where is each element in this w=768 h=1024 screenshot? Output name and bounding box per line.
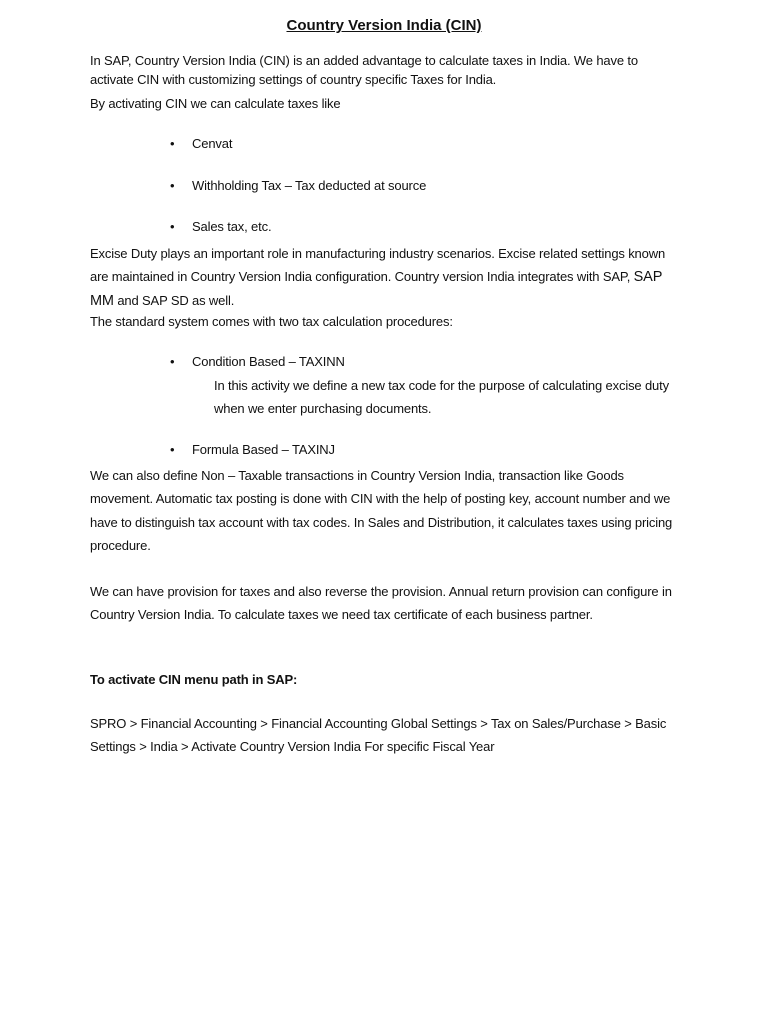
standard-system-paragraph: The standard system comes with two tax calculation procedures: bbox=[90, 314, 453, 329]
bullet-icon: • bbox=[170, 442, 175, 457]
bullet-icon: • bbox=[170, 219, 175, 234]
list-item-label: Withholding Tax – Tax deducted at source bbox=[192, 178, 427, 193]
sap-mm-text: SAP MM bbox=[90, 269, 662, 309]
list-item-sales-tax bbox=[170, 217, 662, 236]
excise-paragraph bbox=[90, 242, 680, 313]
bullet-icon: • bbox=[170, 178, 175, 193]
intro-paragraph: In SAP, Country Version India (CIN) is an added advantage to calculate taxes in India. We have to activate CIN with customizing settings of country specific Taxes for India. bbox=[90, 53, 638, 87]
list-item-withholding-tax bbox=[170, 176, 662, 195]
excise-text-end: and SAP SD as well. bbox=[113, 293, 235, 308]
list-item-label: Formula Based – TAXINJ bbox=[192, 442, 335, 457]
list-item-label: Cenvat bbox=[192, 136, 233, 151]
non-taxable-paragraph: We can also define Non – Taxable transactions in Country Version India, transaction like Goods movement. Automatic tax posting is done with CIN with the help of posting key, account number and we have to distinguish tax account with tax codes. In Sales and Distribution, it calculates taxes using pricing procedure. bbox=[90, 468, 673, 553]
list-item-formula-based bbox=[170, 440, 662, 459]
list-item-label: Condition Based – TAXINN bbox=[192, 354, 345, 369]
menu-path-text: SPRO > Financial Accounting > Financial Accounting Global Settings > Tax on Sales/Purchase > Basic Settings > India > Activate Country Version India For specific Fiscal Year bbox=[90, 716, 667, 755]
excise-text-start: Excise Duty plays an important role in manufacturing industry scenarios. Excise related settings known are maintained in Country Version India configuration. Country version India integrates with SAP, bbox=[90, 246, 666, 284]
condition-based-detail: In this activity we define a new tax code for the purpose of calculating excise duty when we enter purchasing documents. bbox=[214, 378, 669, 417]
menu-path-heading: To activate CIN menu path in SAP: bbox=[90, 672, 298, 687]
provision-paragraph: We can have provision for taxes and also reverse the provision. Annual return provision can configure in Country Version India. To calculate taxes we need tax certificate of each business partner. bbox=[90, 584, 672, 623]
list-item-condition-based bbox=[170, 352, 662, 371]
document-title: Country Version India (CIN) bbox=[286, 17, 482, 34]
list-item-cenvat bbox=[170, 134, 662, 153]
list-item-label: Sales tax, etc. bbox=[192, 219, 272, 234]
bullet-icon: • bbox=[170, 136, 175, 151]
bullet-icon: • bbox=[170, 354, 175, 369]
activating-paragraph: By activating CIN we can calculate taxes like bbox=[90, 96, 341, 111]
